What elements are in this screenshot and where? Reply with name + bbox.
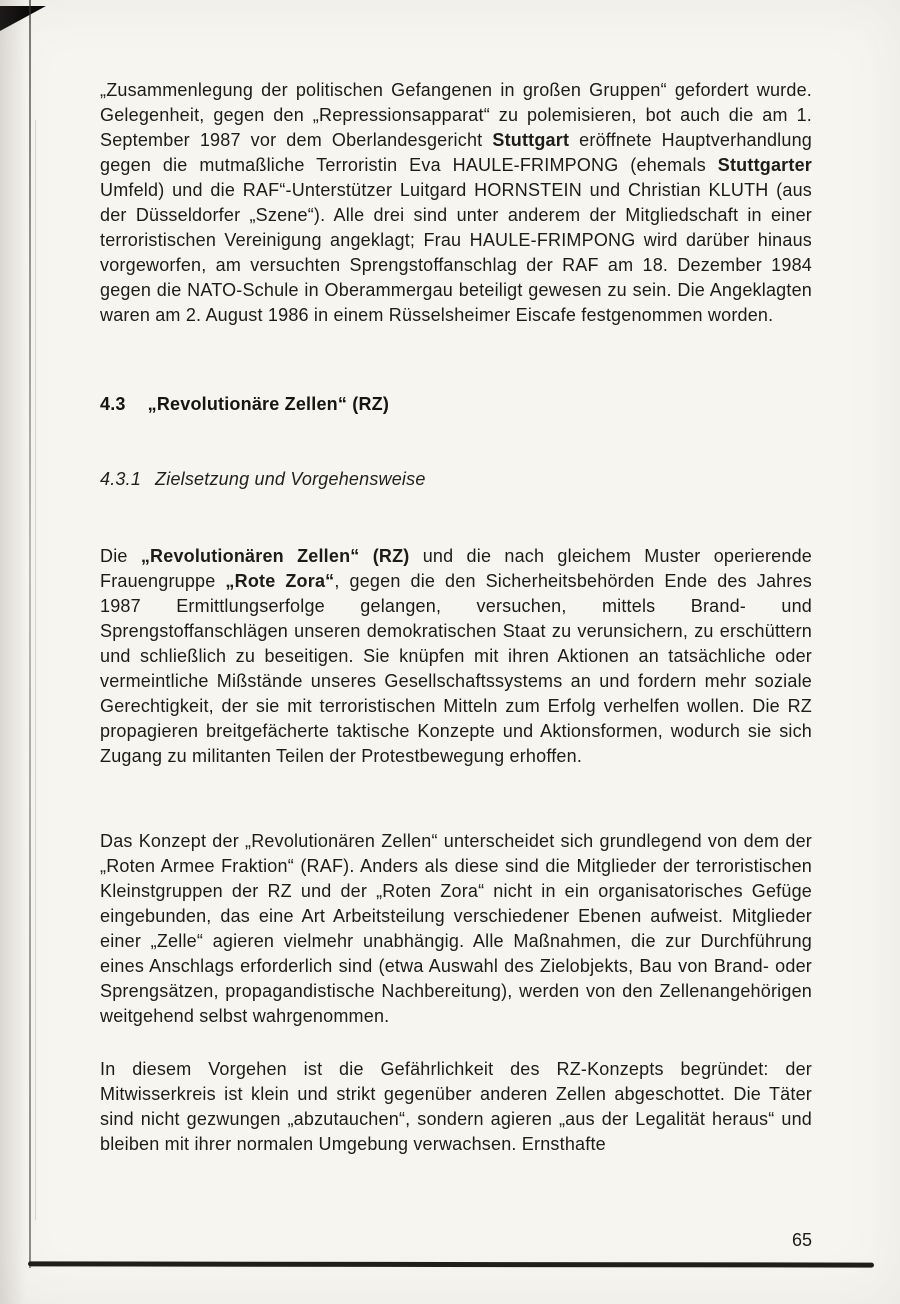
- paragraph-rz-danger: In diesem Vorgehen ist die Gefährlichkeit des RZ-Konzepts begründet: der Mitwisserkreis ist klein und strikt gegenüber anderen Zellen abgeschottet. Die Täter sind nicht gezwungen „abzutauchen“, sondern agieren „aus der Legalität heraus“ und bleiben mit ihrer normalen Umgebung verwachsen. Ernsthafte: [100, 1059, 812, 1154]
- subsection-number: 4.3.1: [100, 469, 142, 489]
- section-title: „Revolutionäre Zellen“ (RZ): [147, 394, 390, 414]
- scan-left-edge-line-faint: [35, 120, 36, 1220]
- page-content: [100, 78, 812, 1157]
- scan-bottom-edge-line: [28, 1261, 874, 1267]
- section-number: 4.3: [100, 394, 126, 414]
- paragraph-rz-vs-raf: Das Konzept der „Revolutionären Zellen“ unterscheidet sich grundlegend von dem der „Roten Armee Fraktion“ (RAF). Anders als diese sind die Mitglieder der terroristischen Kleinstgruppen der RZ und der „Roten Zora“ nicht in ein organisatorisches Gefüge eingebunden, das eine Art Arbeitsteilung verschiedener Ebenen aufweist. Mitglieder einer „Zelle“ agieren vielmehr unabhängig. Alle Maßnahmen, die zur Durchführung eines Anschlags erforderlich sind (etwa Auswahl des Zielobjekts, Bau von Brand- oder Sprengsätzen, propagandistische Nachbereitung), werden von den Zellenangehörigen weitgehend selbst wahrgenommen.: [100, 831, 812, 1026]
- scan-left-edge-line: [29, 0, 31, 1268]
- section-heading-4-3: [100, 392, 812, 417]
- paragraph-rz-goals: Die „Revolutionären Zellen“ (RZ) und die nach gleichem Muster operierende Frauengruppe „Rote Zora“, gegen die den Sicherheitsbehörden Ende des Jahres 1987 Ermittlungserfolge gelangen, versuchen, mittels Brand- und Sprengstoffanschlägen unseren demokratischen Staat zu verunsichern, zu erschüttern und schließlich zu beseitigen. Sie knüpfen mit ihren Aktionen an tatsächliche oder vermeintliche Mißstände unseres Gesellschaftssystems an und fordern mehr soziale Gerechtigkeit, der sie mit terroristischen Mitteln zum Erfolg verhelfen wollen. Die RZ propagieren breitgefächerte taktische Konzepte und Aktionsformen, wodurch sie sich Zugang zu militanten Teilen der Protestbewegung erhoffen.: [100, 546, 812, 766]
- scan-left-shade: [0, 0, 26, 1304]
- subsection-title: Zielsetzung und Vorgehensweise: [155, 469, 426, 489]
- subsection-heading-4-3-1: [100, 467, 812, 492]
- page-number: 65: [791, 1230, 812, 1250]
- paragraph-trial-stuttgart: „Zusammenlegung der politischen Gefangenen in großen Gruppen“ gefordert wurde. Gelegenheit, gegen den „Repressionsapparat“ zu polemisieren, bot auch die am 1. September 1987 vor dem Oberlandesgericht Stuttgart eröffnete Hauptverhandlung gegen die mutmaßliche Terroristin Eva HAULE-FRIMPONG (ehemals Stuttgarter Umfeld) und die RAF“-Unterstützer Luitgard HORNSTEIN und Christian KLUTH (aus der Düsseldorfer „Szene“). Alle drei sind unter anderem der Mitgliedschaft in einer terroristischen Vereinigung angeklagt; Frau HAULE-FRIMPONG wird darüber hinaus vorgeworfen, am versuchten Sprengstoffanschlag der RAF am 18. Dezember 1984 gegen die NATO-Schule in Oberammergau beteiligt gewesen zu sein. Die Angeklagten waren am 2. August 1986 in einem Rüsselsheimer Eiscafe festgenommen worden.: [100, 80, 812, 325]
